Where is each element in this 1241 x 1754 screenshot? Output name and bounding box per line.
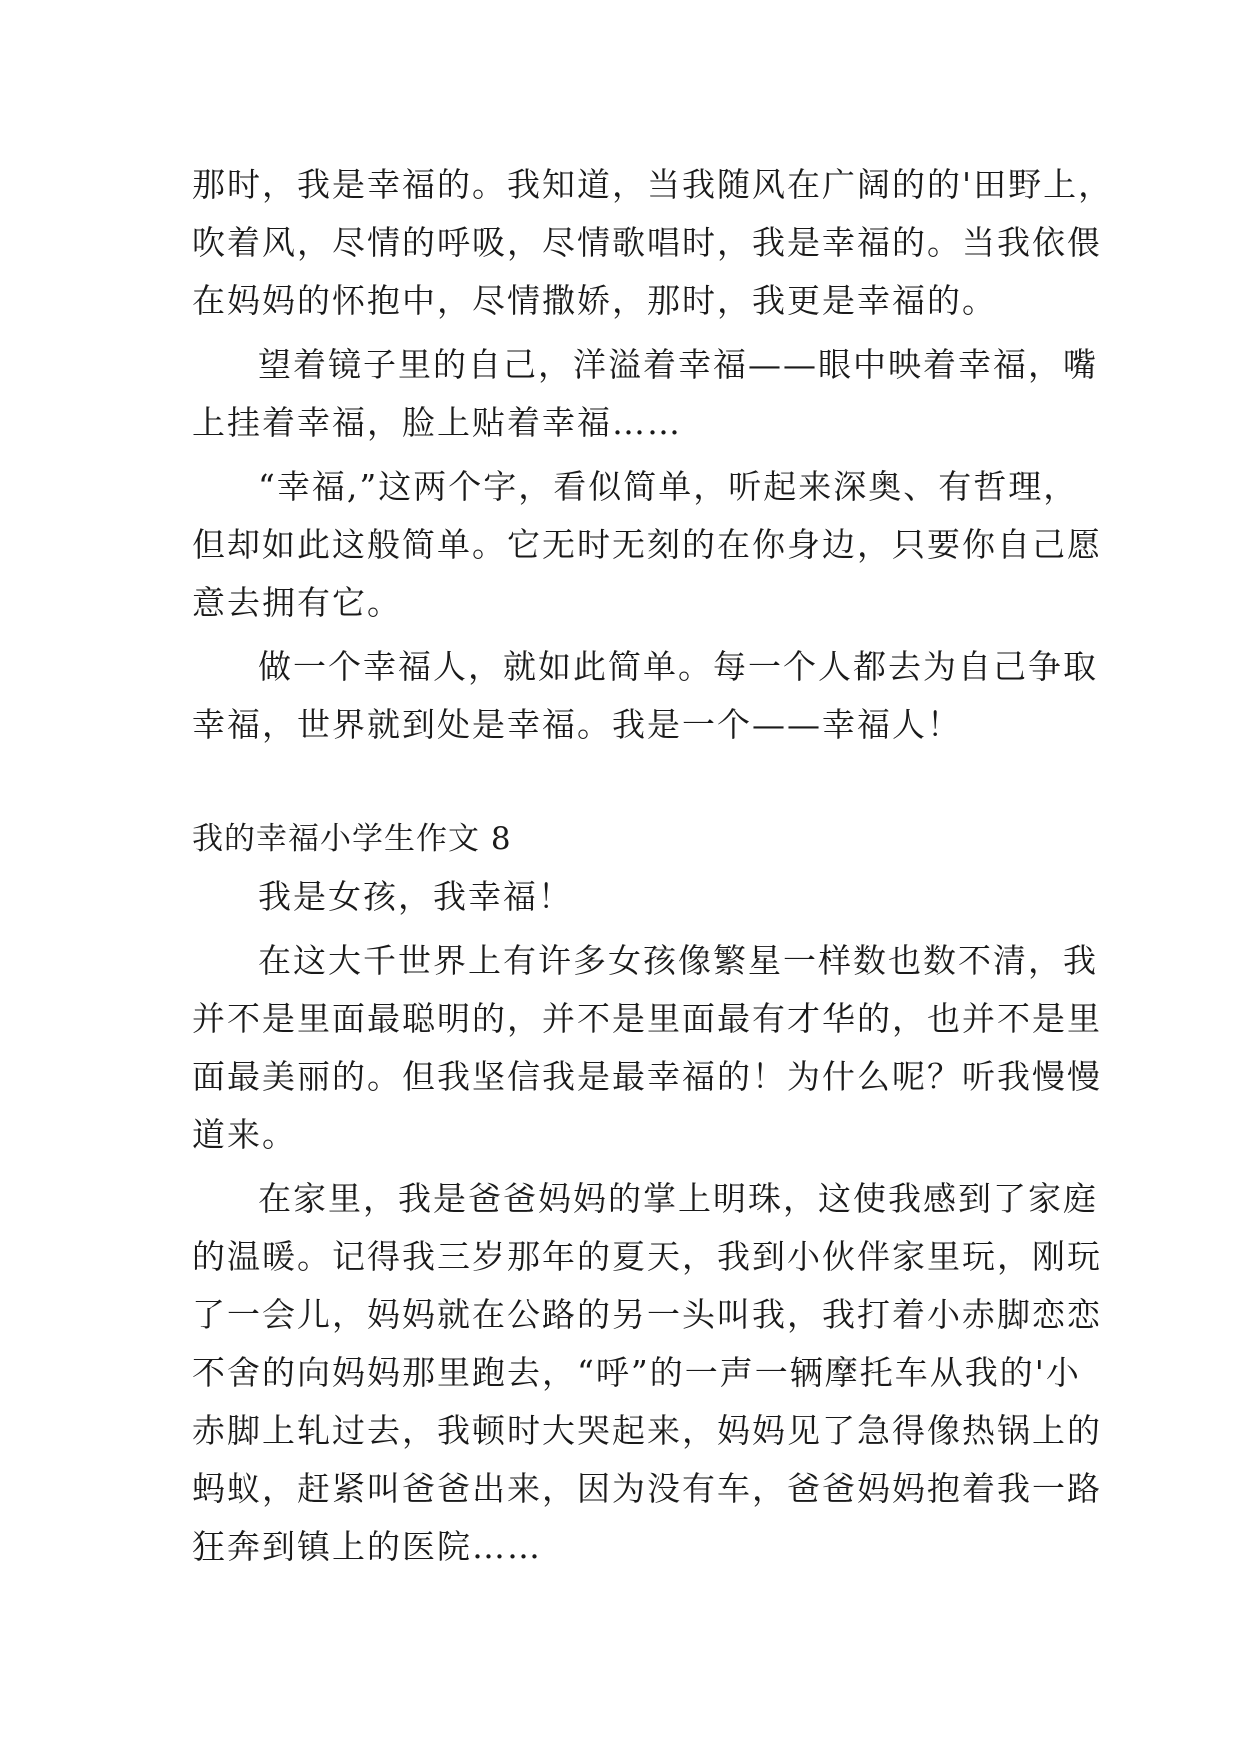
paragraph — [192, 868, 1062, 926]
text-line: 幸福，世界就到处是幸福。我是一个——幸福人！ — [192, 705, 962, 744]
text-line: 了一会儿，妈妈就在公路的另一头叫我，我打着小赤脚恋恋 — [192, 1295, 1102, 1334]
text-line: 狂奔到镇上的医院…… — [192, 1527, 542, 1566]
text-line: 我是女孩，我幸福！ — [258, 877, 573, 916]
paragraph — [192, 156, 1114, 330]
text-line: 并不是里面最聪明的，并不是里面最有才华的，也并不是里 — [192, 999, 1102, 1038]
paragraph — [192, 1170, 1102, 1576]
text-line: 上挂着幸福，脸上贴着幸福…… — [192, 403, 682, 442]
text-line: 不舍的向妈妈那里跑去，“呼”的一声一辆摩托车从我的'小 — [192, 1353, 1081, 1392]
text-line: 意去拥有它。 — [192, 583, 402, 622]
text-line: 面最美丽的。但我坚信我是最幸福的！为什么呢？听我慢慢 — [192, 1057, 1102, 1096]
text-line: 在这大千世界上有许多女孩像繁星一样数也数不清，我 — [258, 941, 1098, 980]
text-line: 蚂蚁，赶紧叫爸爸出来，因为没有车，爸爸妈妈抱着我一路 — [192, 1469, 1102, 1508]
text-line: 道来。 — [192, 1115, 297, 1154]
document-page — [192, 156, 1114, 1576]
text-line: 吹着风，尽情的呼吸，尽情歌唱时，我是幸福的。当我依偎 — [192, 223, 1102, 262]
text-line: 但却如此这般简单。它无时无刻的在你身边，只要你自己愿 — [192, 525, 1102, 564]
text-line: 那时，我是幸福的。我知道，当我随风在广阔的的'田野上， — [192, 165, 1114, 204]
paragraph — [192, 932, 1102, 1164]
text-line: 的温暖。记得我三岁那年的夏天，我到小伙伴家里玩，刚玩 — [192, 1237, 1102, 1276]
paragraph — [192, 638, 1098, 754]
paragraph — [192, 458, 1102, 632]
text-line: 望着镜子里的自己，洋溢着幸福——眼中映着幸福，嘴 — [258, 345, 1098, 384]
text-line: 赤脚上轧过去，我顿时大哭起来，妈妈见了急得像热锅上的 — [192, 1411, 1102, 1450]
text-line: 在妈妈的怀抱中，尽情撒娇，那时，我更是幸福的。 — [192, 281, 997, 320]
text-line: “幸福,”这两个字，看似简单，听起来深奥、有哲理， — [258, 467, 1079, 506]
paragraph — [192, 336, 1098, 452]
section-heading: 我的幸福小学生作文 8 — [192, 821, 512, 857]
text-line: 在家里，我是爸爸妈妈的掌上明珠，这使我感到了家庭 — [258, 1179, 1098, 1218]
text-line: 做一个幸福人，就如此简单。每一个人都去为自己争取 — [258, 647, 1098, 686]
